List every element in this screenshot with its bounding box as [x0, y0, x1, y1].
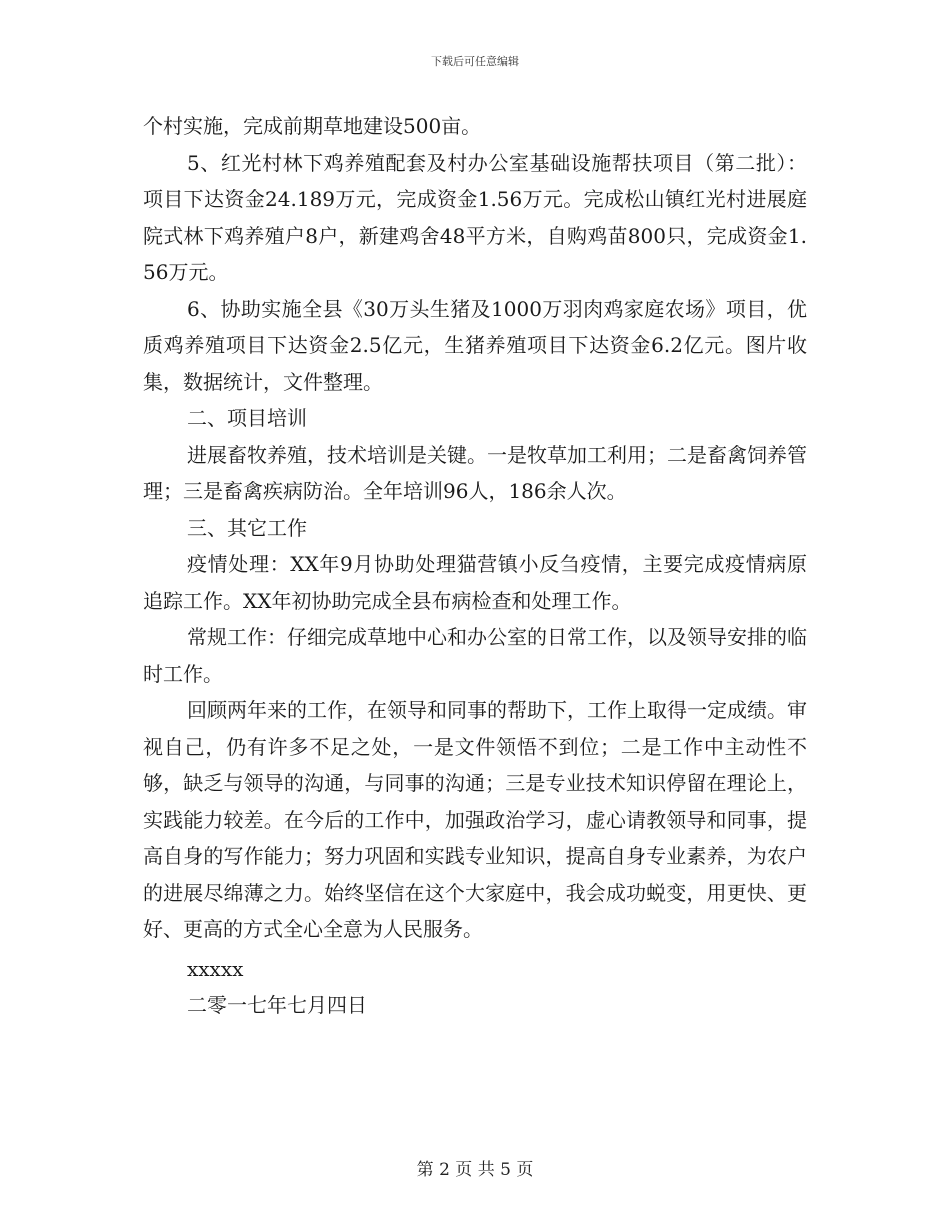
page-header: 下载后可任意编辑 [431, 55, 519, 68]
paragraph-training: 进展畜牧养殖，技术培训是关键。一是牧草加工利用；二是畜禽饲养管理；三是畜禽疾病防治。全年培训96人，186余人次。 [143, 442, 807, 503]
paragraph-routine-work: 常规工作：仔细完成草地中心和办公室的日常工作，以及领导安排的临时工作。 [143, 625, 807, 686]
document-body [143, 108, 807, 1024]
paragraph-review: 回顾两年来的工作，在领导和同事的帮助下，工作上取得一定成绩。审视自己，仍有许多不足之处，一是文件领悟不到位；二是工作中主动性不够，缺乏与领导的沟通，与同事的沟通；三是专业技术知识停留在理论上，实践能力较差。在今后的工作中，加强政治学习，虚心请教领导和同事，提高自身的写作能力；努力巩固和实践专业知识，提高自身专业素养，为农户的进展尽绵薄之力。始终坚信在这个大家庭中，我会成功蜕变，用更快、更好、更高的方式全心全意为人民服务。 [143, 698, 807, 941]
paragraph-epidemic: 疫情处理：XX年9月协助处理猫营镇小反刍疫情，主要完成疫情病原追踪工作。XX年初协助完成全县布病检查和处理工作。 [143, 552, 807, 613]
section-heading-other-work: 三、其它工作 [187, 515, 307, 540]
signature-name: xxxxx [187, 956, 244, 981]
signature-date: 二零一七年七月四日 [187, 993, 367, 1017]
paragraph-2: 5、红光村林下鸡养殖配套及村办公室基础设施帮扶项目（第二批）：项目下达资金24.189万元，完成资金1.56万元。完成松山镇红光村进展庭院式林下鸡养殖户8户，新建鸡舍48平方米，自购鸡苗800只，完成资金1.56万元。 [143, 150, 807, 284]
paragraph-3: 6、协助实施全县《30万头生猪及1000万羽肉鸡家庭农场》项目，优质鸡养殖项目下达资金2.5亿元，生猪养殖项目下达资金6.2亿元。图片收集，数据统计，文件整理。 [143, 296, 807, 394]
page-number: 第 2 页 共 5 页 [416, 1160, 534, 1180]
paragraph-1: 个村实施，完成前期草地建设500亩。 [143, 114, 482, 138]
section-heading-training: 二、项目培训 [187, 406, 307, 430]
